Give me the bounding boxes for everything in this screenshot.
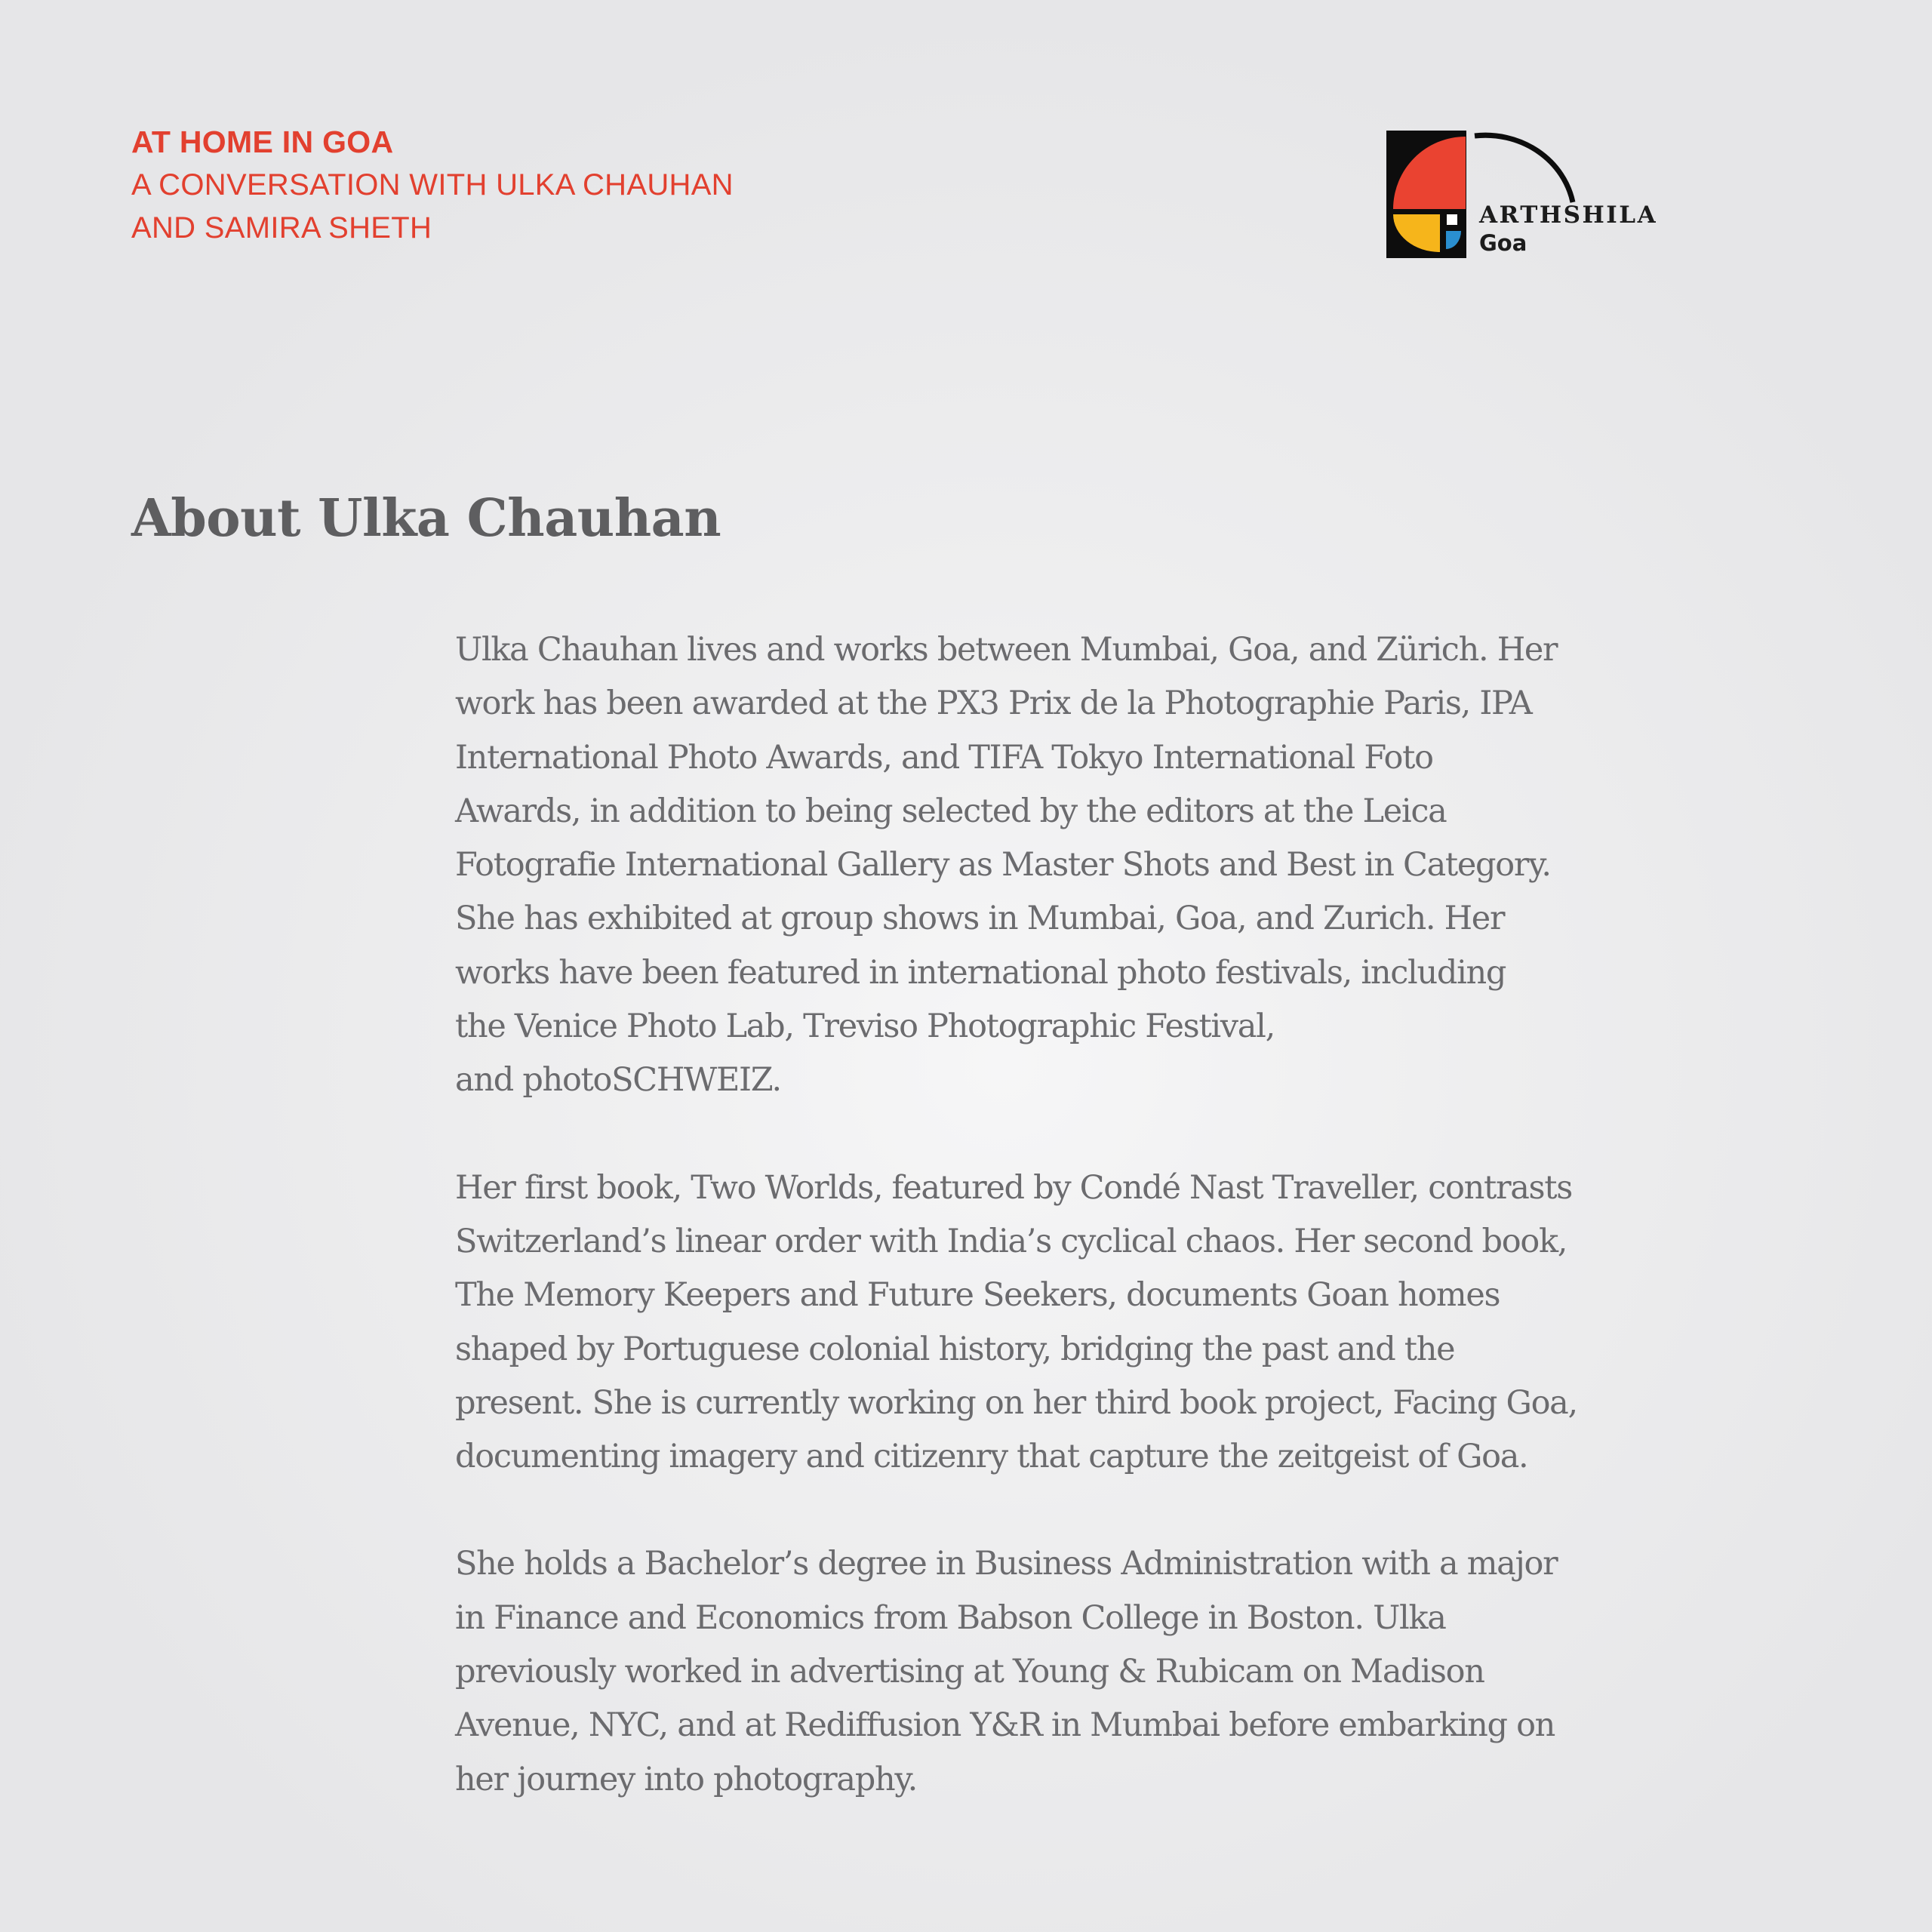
header-block	[131, 121, 961, 250]
logo-white-square	[1447, 214, 1457, 225]
publication-kicker: AT HOME IN GOA	[131, 125, 394, 159]
logo-arc	[1475, 135, 1573, 202]
biography-paragraph-3: She holds a Bachelor’s degree in Business Administration with a major in Finance and Economics from Babson College in Boston. Ulka previously worked in advertising at Young & Rubicam on Madison Avenue, NYC, and at Rediffusion Y&R in Mumbai before embarking on her journey into photography.	[455, 1545, 1558, 1798]
arthshila-logo	[1386, 130, 1657, 262]
subtitle-line-1: A CONVERSATION WITH ULKA CHAUHAN	[131, 168, 734, 202]
section-title: About Ulka Chauhan	[131, 488, 721, 549]
logo-place-name: Goa	[1479, 230, 1527, 256]
biography-paragraph-1: Ulka Chauhan lives and works between Mumbai, Goa, and Zürich. Her work has been awarded at the PX3 Prix de la Photographie Paris, IPA International Photo Awards, and TIFA Tokyo International Foto Awards, in addition to being selected by the editors at the Leica Fotografie International Gallery as Master Shots and Best in Category. She has exhibited at group shows in Mumbai, Goa, and Zurich. Her works have been featured in international photo festivals, including the Venice Photo Lab, Treviso Photographic Festival, and photoSCHWEIZ.	[455, 631, 1558, 1100]
biography-body	[455, 623, 1663, 1860]
subtitle-line-2: AND SAMIRA SHETH	[131, 211, 432, 245]
logo-brand-name: ARTHSHILA	[1479, 202, 1658, 229]
biography-paragraph-2: Her first book, Two Worlds, featured by Condé Nast Traveller, contrasts Switzerland’s linear order with India’s cyclical chaos. Her second book, The Memory Keepers and Future Seekers, documents Goan homes shaped by Portuguese colonial history, bridging the past and the present. She is currently working on her third book project, Facing Goa, documenting imagery and citizenry that capture the zeitgeist of Goa.	[455, 1168, 1577, 1476]
